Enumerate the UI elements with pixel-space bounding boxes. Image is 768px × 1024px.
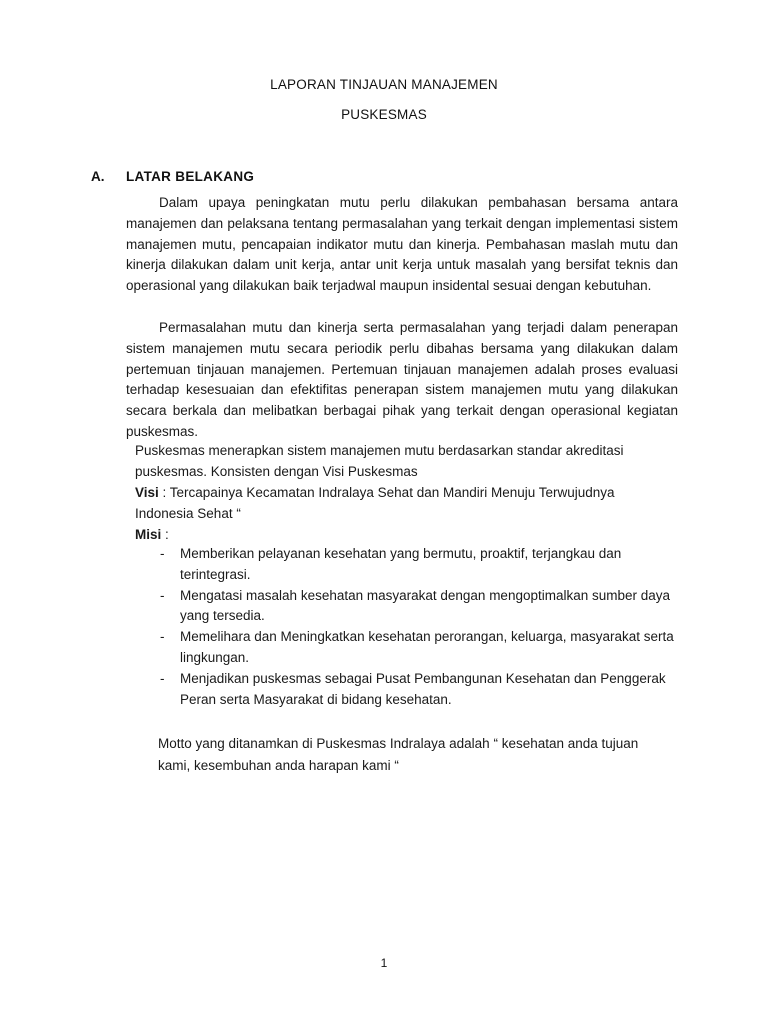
misi-label: Misi: [135, 527, 162, 542]
paragraph-1-text: Dalam upaya peningkatan mutu perlu dilakukan pembahasan bersama antara manajemen dan pelaksana tentang permasalahan yang terkait dengan implementasi sistem manajemen mutu, pencapaian indikator mutu dan kinerja. Pembahasan maslah mutu dan kinerja dilakukan dalam unit kerja, antar unit kerja untuk masalah yang bersifat teknis dan operasional yang dilakukan baik terjadwal maupun insidental sesuai dengan kebutuhan.: [126, 195, 678, 294]
bullet-dash: -: [160, 546, 165, 561]
misi-item-text: Memberikan pelayanan kesehatan yang bermutu, proaktif, terjangkau dan terintegrasi.: [180, 546, 622, 582]
misi-heading: [135, 525, 675, 546]
misi-item: [160, 586, 680, 628]
misi-list: [160, 544, 680, 710]
document-subtitle: PUSKESMAS: [341, 107, 427, 122]
misi-item: [160, 669, 680, 711]
motto-paragraph: Motto yang ditanamkan di Puskesmas Indralaya adalah “ kesehatan anda tujuan kami, kesembuhan anda harapan kami “: [158, 736, 639, 773]
paragraph-2: [126, 318, 678, 443]
misi-item-text: Menjadikan puskesmas sebagai Pusat Pembangunan Kesehatan dan Penggerak Peran serta Masyarakat di bidang kesehatan.: [180, 670, 666, 707]
document-title: LAPORAN TINJAUAN MANAJEMEN: [270, 77, 498, 92]
bullet-dash: -: [160, 587, 165, 603]
bullet-dash: -: [160, 629, 165, 645]
misi-item-text: Mengatasi masalah kesehatan masyarakat dengan mengoptimalkan sumber daya yang tersedia.: [180, 587, 671, 624]
misi-item-text: Memelihara dan Meningkatkan kesehatan perorangan, keluarga, masyarakat serta lingkungan.: [180, 629, 674, 665]
visi-statement: [135, 483, 675, 525]
paragraph-3: Puskesmas menerapkan sistem manajemen mutu berdasarkan standar akreditasi puskesmas. Konsisten dengan Visi Puskesmas: [135, 443, 624, 479]
visi-label: Visi: [135, 485, 159, 500]
paragraph-2-text: Permasalahan mutu dan kinerja serta permasalahan yang terjadi dalam penerapan sistem manajemen mutu secara periodik perlu dibahas bersama yang dilakukan dalam pertemuan tinjauan manajemen. Pertemuan tinjauan manajemen adalah proses evaluasi terhadap kesesuaian dan efektifitas penerapan sistem manajemen mutu yang dilakukan secara berkala dan melibatkan berbagai pihak yang terkait dengan operasional kegiatan puskesmas.: [126, 320, 678, 439]
bullet-dash: -: [160, 670, 165, 686]
paragraph-1: [126, 193, 678, 297]
visi-text: : Tercapainya Kecamatan Indralaya Sehat dan Mandiri Menuju Terwujudnya Indonesia Sehat “: [135, 485, 615, 521]
misi-item: [160, 544, 680, 586]
page-number: 1: [380, 956, 388, 970]
misi-item: [160, 627, 680, 669]
section-title: LATAR BELAKANG: [126, 169, 255, 184]
misi-colon: :: [161, 527, 169, 542]
section-number: A.: [91, 169, 105, 184]
